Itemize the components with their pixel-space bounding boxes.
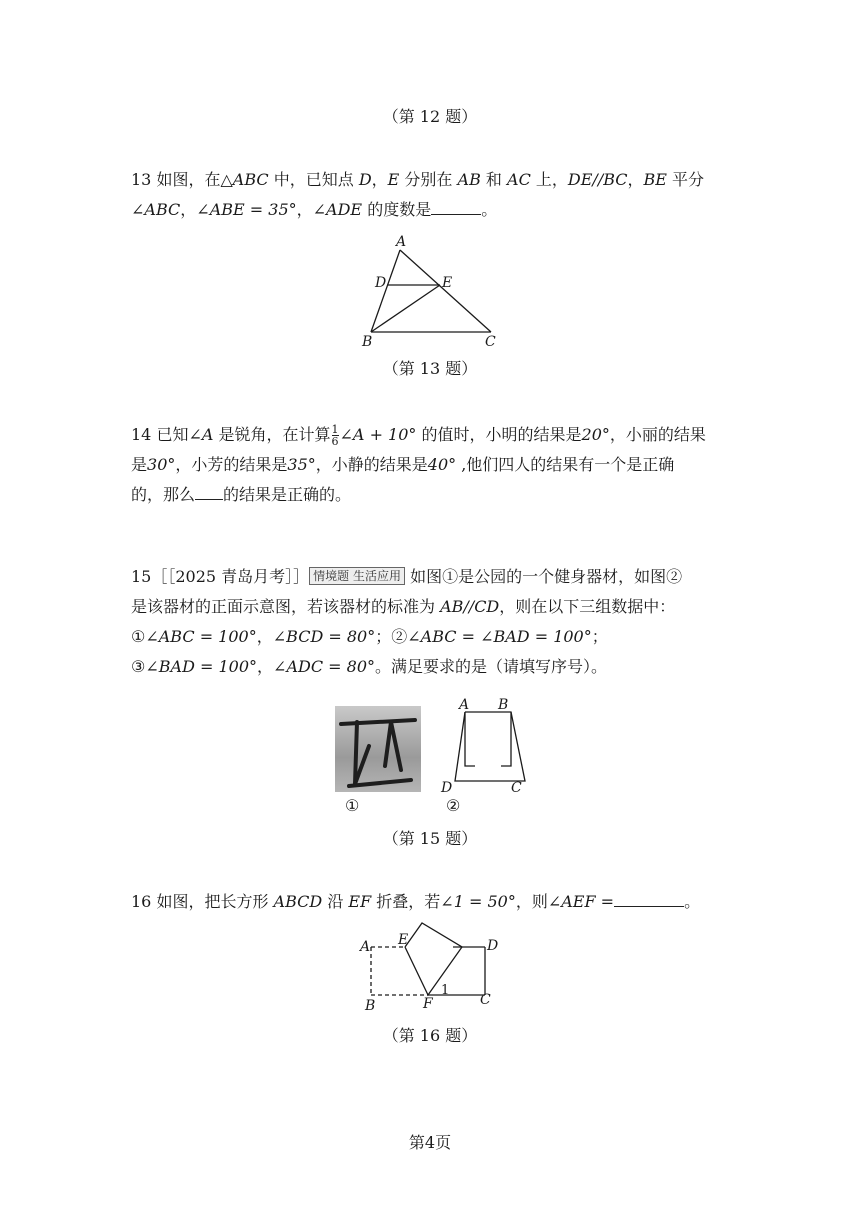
fraction-one-sixth: $\frac{1}{6}$ bbox=[331, 423, 339, 448]
tag-context-question: 情境题 生活应用 bbox=[309, 567, 405, 585]
caption-q12: （第 12 题） bbox=[382, 107, 478, 126]
label-c: C bbox=[485, 334, 496, 350]
label-b: B bbox=[362, 334, 373, 350]
label-b: B bbox=[365, 998, 376, 1012]
label-b: B bbox=[498, 697, 509, 713]
segment-ac bbox=[400, 250, 491, 332]
segment-be bbox=[371, 285, 440, 332]
figure-label-1: ① bbox=[345, 796, 360, 815]
folded-flap bbox=[405, 923, 462, 995]
segment-ab bbox=[371, 250, 400, 332]
caption-q15: （第 15 题） bbox=[382, 829, 478, 848]
right-bracket bbox=[501, 712, 511, 766]
left-bracket bbox=[465, 712, 475, 766]
label-e: E bbox=[442, 275, 453, 291]
fitness-equipment-photo bbox=[335, 706, 421, 792]
figure-q15-trapezoid bbox=[435, 696, 530, 794]
answer-blank-q16[interactable] bbox=[614, 906, 684, 907]
label-d: D bbox=[487, 938, 499, 954]
label-a: A bbox=[396, 234, 407, 250]
question-16: 16 如图，把长方形 ABCD 沿 EF 折叠，若∠1 = 50°，则∠AEF = 。 bbox=[131, 892, 701, 911]
label-angle-1: 1 bbox=[441, 983, 450, 998]
label-a: A bbox=[459, 697, 470, 713]
answer-blank-q14[interactable] bbox=[195, 499, 223, 500]
page-number: 第4页 bbox=[408, 1133, 452, 1152]
label-d: D bbox=[441, 780, 453, 794]
figure-q13-triangle bbox=[360, 232, 500, 350]
question-13: 13 如图，在△ABC 中，已知点 D，E 分别在 AB 和 AC 上，DE//BC，BE 平分 ∠ABC，∠ABE = 35°，∠ADE 的度数是 。 bbox=[131, 170, 705, 219]
label-e: E bbox=[398, 932, 409, 948]
figure-label-2: ② bbox=[446, 796, 461, 815]
figure-q16-fold bbox=[355, 920, 505, 1012]
question-14: 14 已知∠A 是锐角，在计算 $\frac{1}{6}$ ∠A + 10° 的值时，小明的结果是20°，小丽的结果 是30°，小芳的结果是35°，小静的结果是40° ,他们四人的结果有一个是正确 的，那么 的结果是正确的。 bbox=[131, 423, 706, 504]
label-f: F bbox=[423, 996, 433, 1012]
label-a: A bbox=[360, 939, 371, 955]
label-c: C bbox=[511, 780, 522, 794]
answer-blank-q13[interactable] bbox=[431, 214, 481, 215]
caption-q16: （第 16 题） bbox=[382, 1026, 478, 1045]
caption-q13: （第 13 题） bbox=[382, 359, 478, 378]
label-c: C bbox=[480, 992, 491, 1008]
label-d: D bbox=[375, 275, 387, 291]
question-15: 15［［2025 青岛月考］］ 情境题 生活应用 如图①是公园的一个健身器材，如图② 是该器材的正面示意图，若该器材的标准为 AB//CD，则在以下三组数据中： ①∠ABC = 100°，∠BCD = 80°；②∠ABC = ∠BAD = 100°； ③∠BAD = 100°，∠ADC = 80°。满足要求的是（请填写序号）。 bbox=[131, 567, 683, 676]
